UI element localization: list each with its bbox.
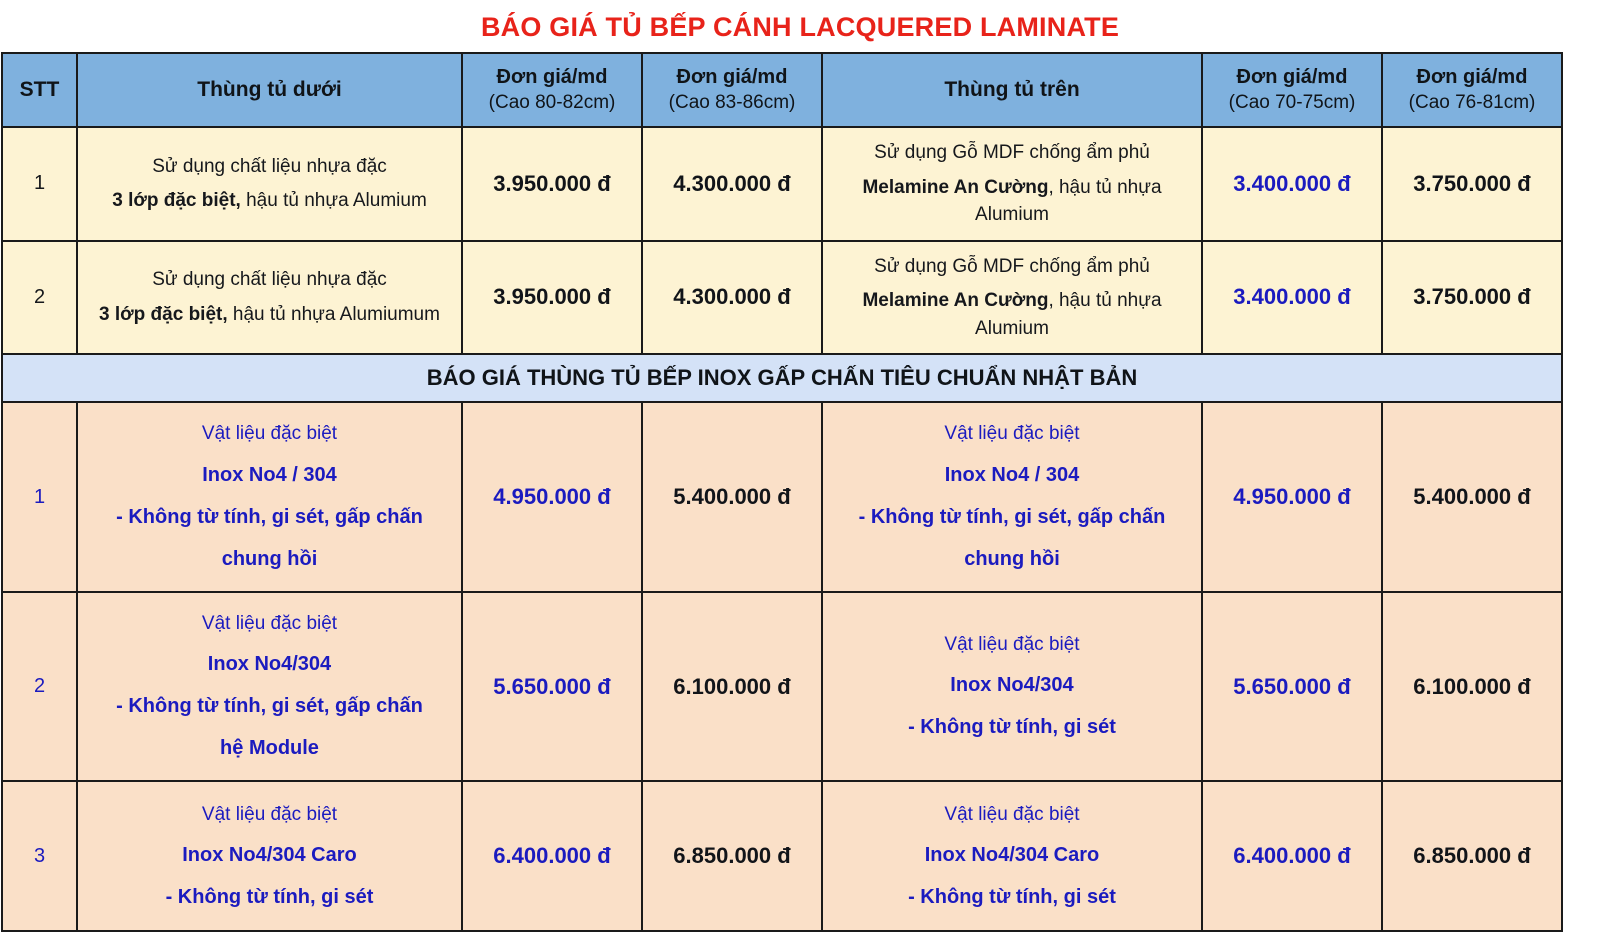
desc-line: Inox No4 / 304 — [944, 463, 1080, 486]
desc-line: Inox No4 / 304 — [202, 463, 337, 486]
header-upper-cabinet-label: Thùng tủ trên — [944, 78, 1080, 101]
header-stt-label: STT — [19, 78, 60, 101]
desc-line: Sử dụng Gỗ MDF chống ẩm phủ — [874, 142, 1150, 163]
desc-line: Vật liệu đặc biệt — [944, 423, 1080, 445]
upper-cabinet-description — [822, 592, 1202, 782]
table-header-row — [2, 53, 1562, 127]
desc-rest: , hậu tủ nhựa Alumium — [975, 290, 1162, 339]
desc-line: Sử dụng Gỗ MDF chống ẩm phủ — [874, 255, 1150, 277]
price-76-81: 5.400.000 đ — [1382, 402, 1562, 592]
price-76-81: 6.100.000 đ — [1382, 592, 1562, 782]
price-70-75: 5.650.000 đ — [1202, 592, 1382, 782]
price-80-82: 6.400.000 đ — [462, 781, 642, 931]
price-83-86: 4.300.000 đ — [642, 127, 822, 241]
desc-line: Inox No4/304 — [207, 653, 332, 676]
price-70-75: 3.400.000 đ — [1202, 127, 1382, 241]
desc-rest: , hậu tủ nhựa Alumium — [975, 176, 1162, 226]
header-lower-cabinet-label: Thùng tủ dưới — [197, 78, 342, 101]
header-price-80-82 — [462, 53, 642, 127]
header-price1-main: Đơn giá/md — [496, 66, 608, 88]
desc-bold: 3 lớp đặc biệt, — [99, 303, 228, 325]
table-row — [2, 241, 1562, 355]
desc-line: Vật liệu đặc biệt — [201, 423, 338, 445]
header-price-83-86 — [642, 53, 822, 127]
header-lower-cabinet — [77, 53, 462, 127]
header-price3-sub: (Cao 70-75cm) — [1228, 92, 1356, 113]
header-price2-sub: (Cao 83-86cm) — [668, 92, 796, 113]
price-80-82: 3.950.000 đ — [462, 241, 642, 355]
desc-line: Sử dụng chất liệu nhựa đặc — [152, 155, 387, 177]
desc-line: - Không từ tính, gi sét, gấp chấn — [858, 505, 1166, 528]
price-83-86: 5.400.000 đ — [642, 402, 822, 592]
row-index: 3 — [2, 781, 77, 931]
lower-cabinet-description — [77, 781, 462, 931]
desc-line: hệ Module — [220, 737, 319, 760]
row-index: 1 — [2, 402, 77, 592]
desc-line: - Không từ tính, gi sét — [908, 716, 1116, 739]
section-banner-label: BÁO GIÁ THÙNG TỦ BẾP INOX GẤP CHẤN TIÊU CHUẨN NHẬT BẢN — [2, 354, 1562, 402]
desc-line: - Không từ tính, gi sét — [908, 886, 1116, 909]
desc-bold: Melamine An Cường — [862, 176, 1049, 198]
desc-line: Sử dụng chất liệu nhựa đặc — [152, 269, 387, 291]
table-row — [2, 127, 1562, 241]
table-row — [2, 781, 1562, 931]
upper-cabinet-description — [822, 402, 1202, 592]
desc-line: Inox No4/304 Caro — [182, 844, 357, 867]
price-83-86: 6.100.000 đ — [642, 592, 822, 782]
price-76-81: 3.750.000 đ — [1382, 127, 1562, 241]
price-76-81: 3.750.000 đ — [1382, 241, 1562, 355]
desc-line: Inox No4/304 Caro — [924, 844, 1100, 867]
row-index: 2 — [2, 592, 77, 782]
price-80-82: 5.650.000 đ — [462, 592, 642, 782]
lower-cabinet-description — [77, 402, 462, 592]
price-80-82: 4.950.000 đ — [462, 402, 642, 592]
header-upper-cabinet — [822, 53, 1202, 127]
header-price-76-81 — [1382, 53, 1562, 127]
header-price4-sub: (Cao 76-81cm) — [1408, 92, 1536, 113]
price-76-81: 6.850.000 đ — [1382, 781, 1562, 931]
table-row — [2, 402, 1562, 592]
desc-line: Vật liệu đặc biệt — [201, 612, 338, 634]
desc-line — [829, 174, 1195, 229]
desc-line: Inox No4/304 — [950, 674, 1074, 697]
desc-rest: hậu tủ nhựa Alumiumum — [227, 303, 440, 325]
header-price3-main: Đơn giá/md — [1236, 66, 1348, 88]
price-70-75: 3.400.000 đ — [1202, 241, 1382, 355]
upper-cabinet-description — [822, 241, 1202, 355]
header-price2-main: Đơn giá/md — [676, 66, 788, 88]
header-price1-sub: (Cao 80-82cm) — [488, 92, 616, 113]
desc-line: Vật liệu đặc biệt — [944, 803, 1080, 825]
desc-line: - Không từ tính, gi sét, gấp chấn — [116, 695, 423, 718]
upper-cabinet-description — [822, 127, 1202, 241]
lower-cabinet-description — [77, 241, 462, 355]
upper-cabinet-description — [822, 781, 1202, 931]
desc-line — [84, 301, 455, 329]
price-83-86: 6.850.000 đ — [642, 781, 822, 931]
header-stt — [2, 53, 77, 127]
desc-line: Vật liệu đặc biệt — [201, 803, 338, 825]
desc-line — [829, 287, 1195, 342]
desc-line — [84, 187, 455, 215]
page-title: BÁO GIÁ TỦ BẾP CÁNH LACQUERED LAMINATE — [480, 12, 1120, 42]
desc-line: - Không từ tính, gi sét — [165, 886, 374, 909]
desc-bold: 3 lớp đặc biệt, — [112, 190, 241, 212]
table-row — [2, 592, 1562, 782]
lower-cabinet-description — [77, 592, 462, 782]
header-price4-main: Đơn giá/md — [1416, 66, 1528, 88]
row-index: 1 — [2, 127, 77, 241]
price-80-82: 3.950.000 đ — [462, 127, 642, 241]
desc-line: chung hồi — [964, 547, 1060, 570]
desc-line: Vật liệu đặc biệt — [944, 633, 1080, 655]
header-price-70-75 — [1202, 53, 1382, 127]
desc-bold: Melamine An Cường — [862, 290, 1049, 312]
price-70-75: 6.400.000 đ — [1202, 781, 1382, 931]
price-83-86: 4.300.000 đ — [642, 241, 822, 355]
desc-line: chung hồi — [221, 547, 318, 570]
desc-rest: hậu tủ nhựa Alumium — [240, 190, 427, 212]
desc-line: - Không từ tính, gi sét, gấp chấn — [116, 505, 423, 528]
price-70-75: 4.950.000 đ — [1202, 402, 1382, 592]
section-banner-row — [2, 354, 1562, 402]
lower-cabinet-description — [77, 127, 462, 241]
price-table — [1, 52, 1563, 932]
row-index: 2 — [2, 241, 77, 355]
